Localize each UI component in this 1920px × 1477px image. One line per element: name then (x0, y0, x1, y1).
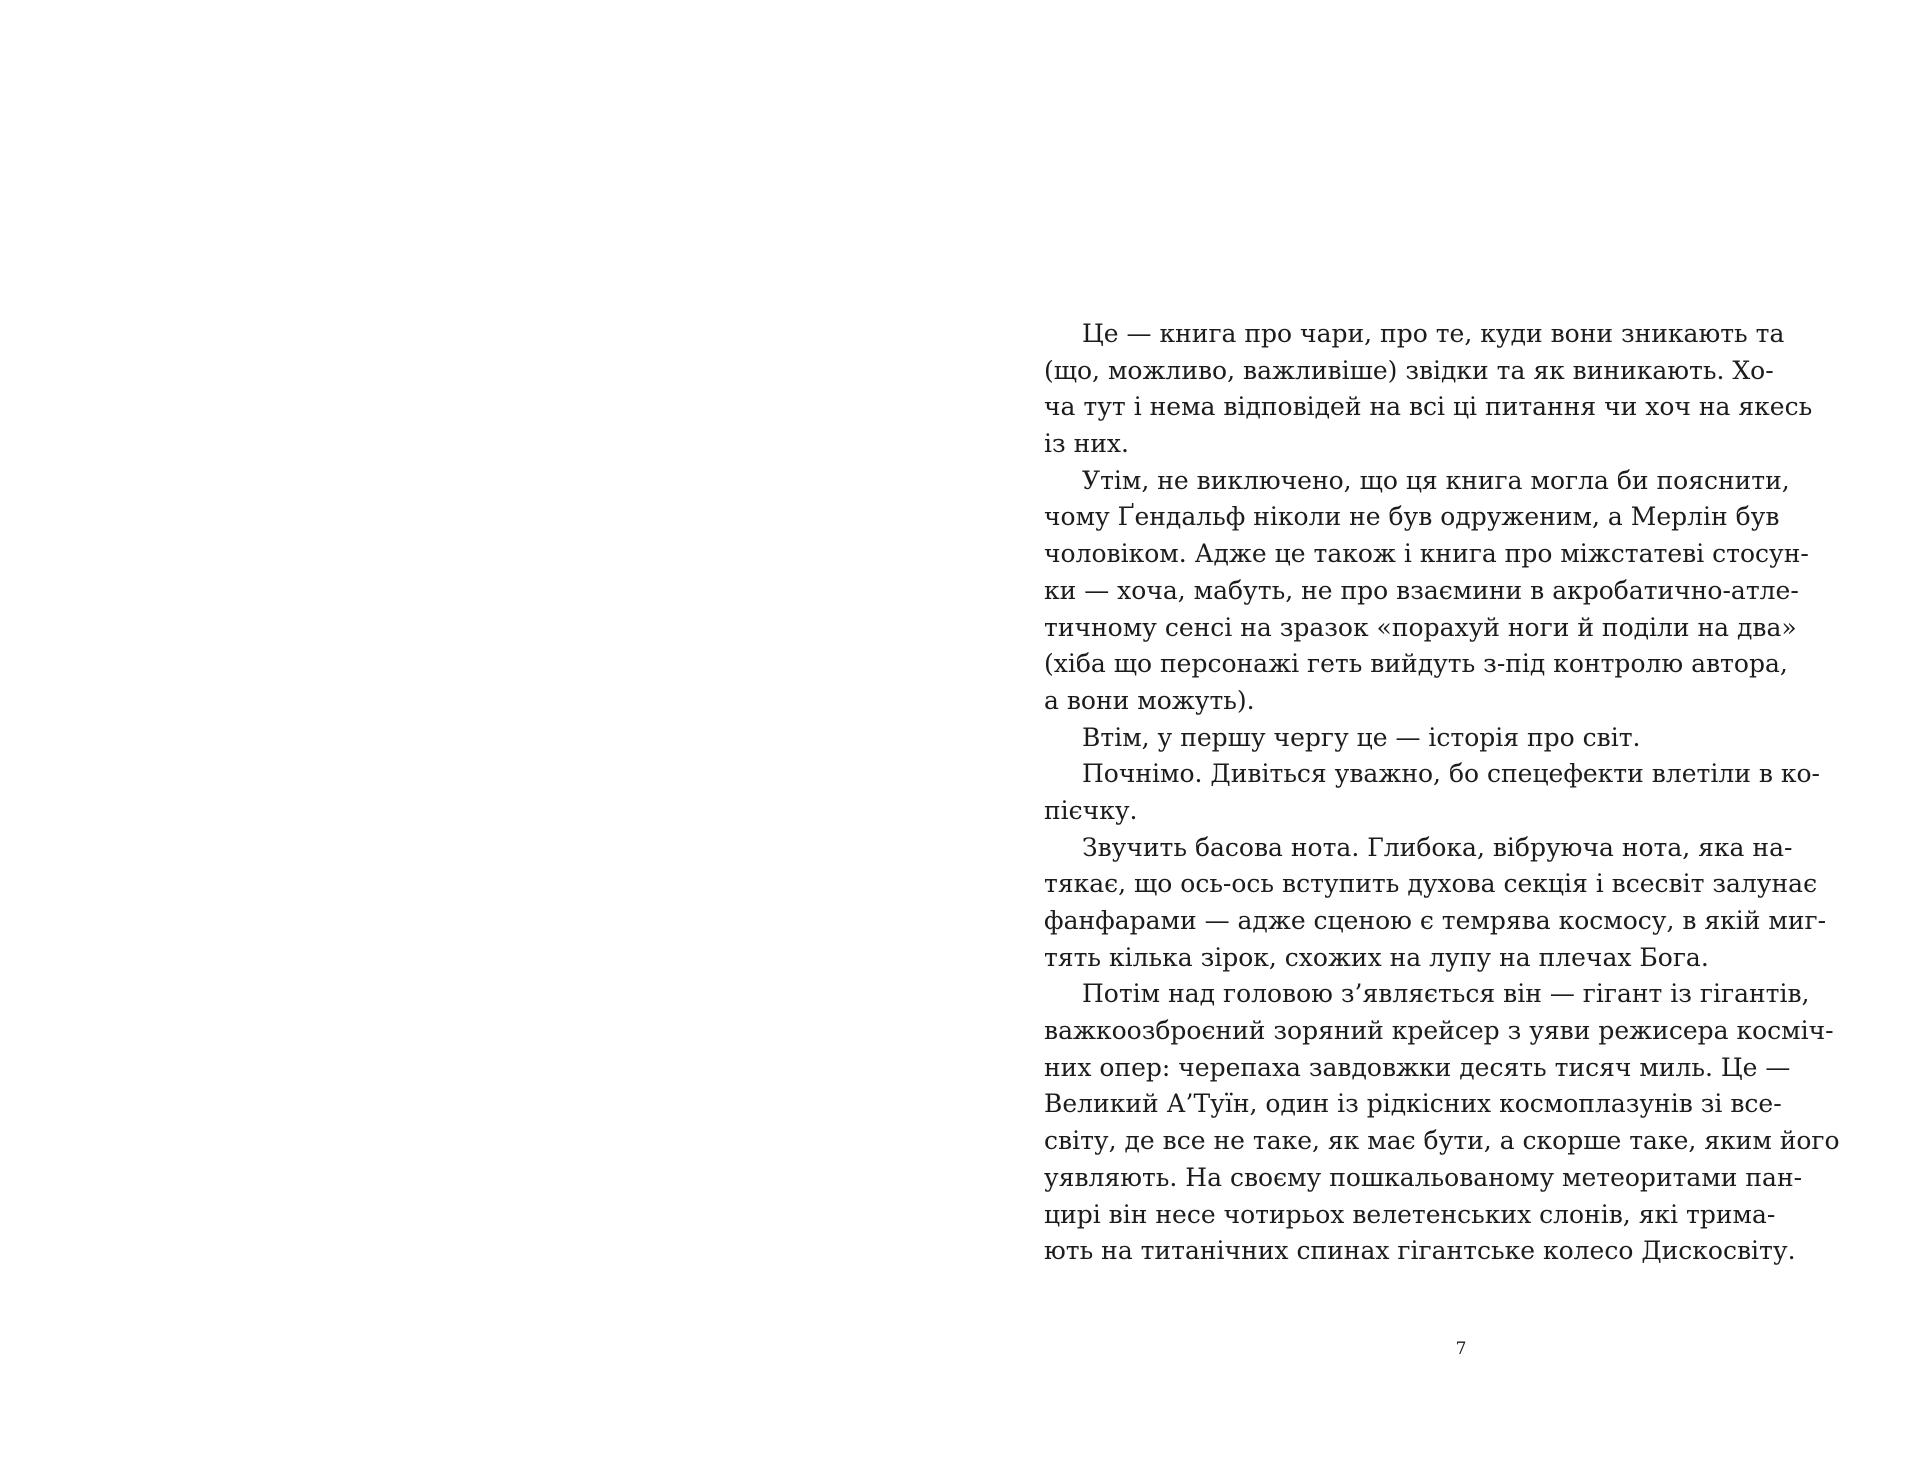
text-line: тять кілька зірок, схожих на лупу на плечах Бога. (1044, 942, 1709, 972)
text-line: Великий А’Туїн, один із рідкісних космоплазунів зі все- (1044, 1089, 1782, 1119)
text-line: фанфарами — адже сценою є темрява космосу, в якій миг- (1044, 906, 1827, 935)
right-page (960, 0, 1920, 1477)
text-line: Це — книга про чари, про те, куди вони зникають та (1082, 319, 1785, 348)
text-line: ча тут і нема відповідей на всі ці питання чи хоч на якесь (1044, 392, 1813, 422)
text-line: пієчку. (1044, 795, 1138, 825)
text-line: Звучить басова нота. Глибока, вібруюча нота, яка на- (1082, 832, 1793, 862)
text-line: важкоозброєний зоряний крейсер з уяви режисера косміч- (1044, 1016, 1834, 1046)
text-line: чоловіком. Адже це також і книга про міжстатеві стосун- (1044, 539, 1809, 569)
text-line: (хіба що персонажі геть вийдуть з-під контролю автора, (1044, 649, 1788, 679)
text-line: (що, можливо, важливіше) звідки та як виникають. Хо- (1044, 355, 1774, 385)
text-line: Потім над головою з’являється він — гігант із гігантів, (1082, 979, 1810, 1009)
paragraph (1044, 720, 1773, 757)
paragraph (1044, 756, 1820, 829)
text-line: а вони можуть). (1044, 685, 1255, 715)
text-line: тичному сенсі на зразок «порахуй ноги й поділи на два» (1044, 612, 1797, 642)
paragraph (1044, 463, 1809, 720)
text-line: Почнімо. Дивіться уважно, бо спецефекти влетіли в ко- (1082, 759, 1820, 789)
paragraph (1044, 976, 1840, 1270)
text-line: ки — хоча, мабуть, не про взаємини в акробатично-атле- (1044, 575, 1799, 605)
text-line: цирі він несе чотирьох велетенських слонів, які трима- (1044, 1199, 1776, 1229)
text-line: ють на титанічних спинах гігантське колесо Дискосвіту. (1044, 1236, 1796, 1266)
text-line: чому Ґендальф ніколи не був одруженим, а Мерлін був (1044, 502, 1780, 532)
text-line: Утім, не виключено, що ця книга могла би пояснити, (1082, 465, 1790, 495)
body-text (1044, 316, 1840, 1270)
page-number: 7 (1455, 1339, 1467, 1359)
text-line: тякає, що ось-ось вступить духова секція і всесвіт залунає (1044, 869, 1818, 899)
text-line: світу, де все не таке, як має бути, а скорше таке, яким його (1044, 1126, 1840, 1156)
text-line: них опер: черепаха завдовжки десять тисяч миль. Це — (1044, 1052, 1791, 1082)
text-line: уявляють. На своєму пошкальованому метеоритами пан- (1044, 1162, 1803, 1192)
text-line: Втім, у першу чергу це — історія про світ. (1082, 722, 1641, 752)
text-line: із них. (1044, 429, 1129, 459)
paragraph (1044, 830, 1827, 977)
paragraph (1044, 316, 1813, 463)
